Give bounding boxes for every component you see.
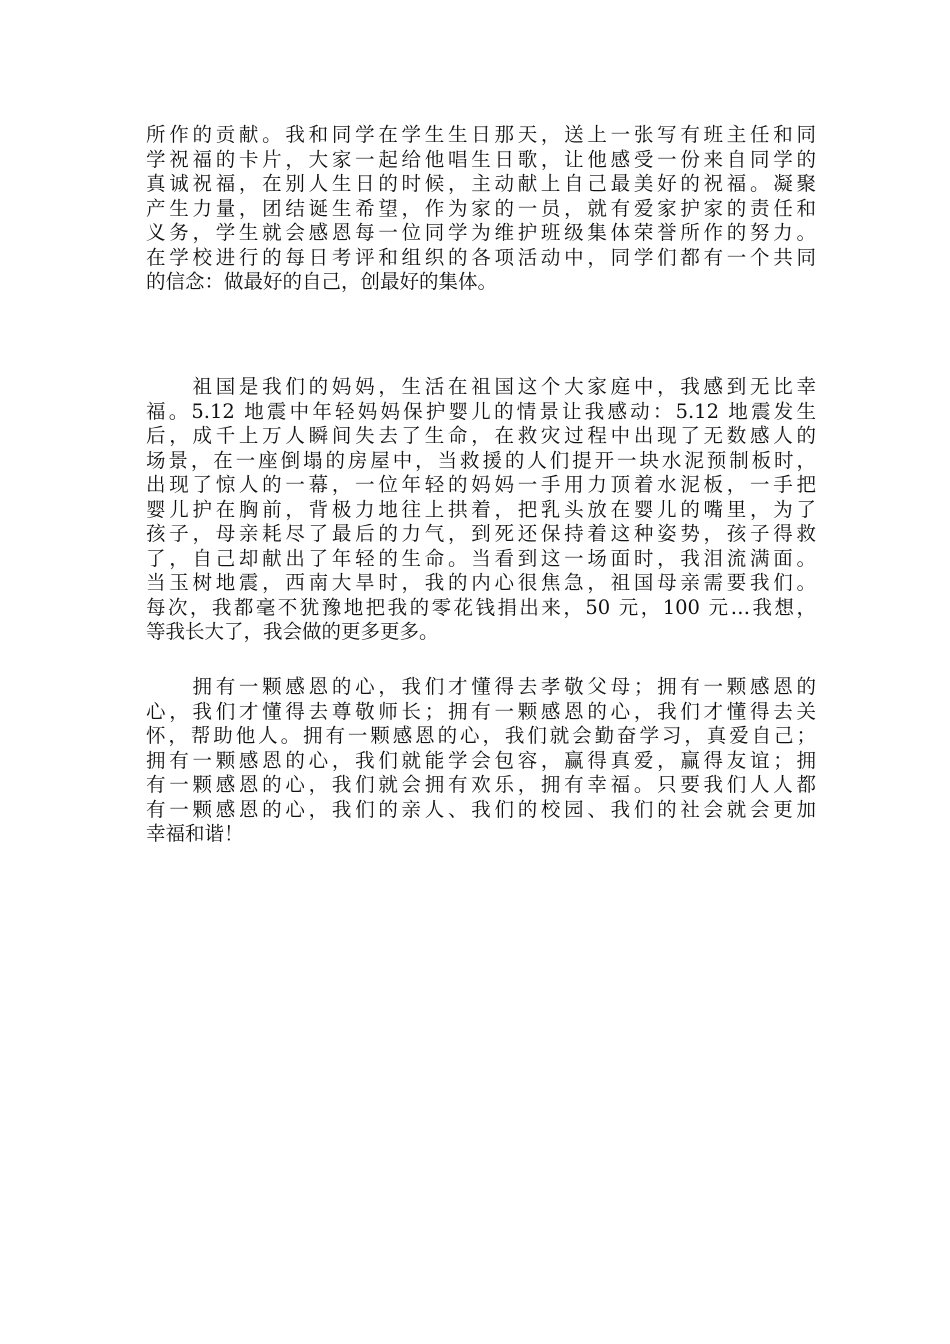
text-line: 出现了惊人的一幕，一位年轻的妈妈一手用力顶着水泥板，一手把 — [146, 473, 816, 496]
text-line: 拥有一颗感恩的心，我们才懂得去孝敬父母；拥有一颗感恩的 — [146, 675, 816, 698]
text-line: 所作的贡献。我和同学在学生生日那天，送上一张写有班主任和同 — [146, 123, 816, 146]
text-line: 在学校进行的每日考评和组织的各项活动中，同学们都有一个共同 — [146, 245, 816, 269]
text-line: 婴儿护在胸前，背极力地往上拱着，把乳头放在婴儿的嘴里，为了 — [146, 497, 816, 521]
text-line: 的信念：做最好的自己，创最好的集体。 — [146, 270, 498, 293]
text-line: 怀，帮助他人。拥有一颗感恩的心，我们就会勤奋学习，真爱自己； — [146, 724, 816, 747]
text-line: 每次，我都毫不犹豫地把我的零花钱捐出来，50 元，100 元…我想， — [146, 595, 816, 619]
text-line: 有一颗感恩的心，我们就会拥有欢乐，拥有幸福。只要我们人人都 — [146, 773, 816, 796]
text-line: 产生力量，团结诞生希望，作为家的一员，就有爱家护家的责任和 — [146, 196, 816, 220]
text-line: 后，成千上万人瞬间失去了生命，在救灾过程中出现了无数感人的 — [146, 424, 816, 447]
text-line: 真诚祝福，在别人生日的时候，主动献上自己最美好的祝福。凝聚 — [146, 172, 816, 195]
text-line: 等我长大了，我会做的更多更多。 — [146, 620, 439, 643]
text-line: 了，自己却献出了年轻的生命。当看到这一场面时，我泪流满面。 — [146, 546, 816, 570]
text-line: 学祝福的卡片，大家一起给他唱生日歌，让他感受一份来自同学的 — [146, 147, 816, 171]
text-line: 幸福和谐！ — [146, 822, 244, 845]
text-line: 拥有一颗感恩的心，我们就能学会包容，赢得真爱，赢得友谊；拥 — [146, 748, 816, 772]
text-line: 场景，在一座倒塌的房屋中，当救援的人们提开一块水泥预制板时， — [146, 448, 816, 472]
text-line: 当玉树地震，西南大旱时，我的内心很焦急，祖国母亲需要我们。 — [146, 571, 816, 594]
text-line: 孩子，母亲耗尽了最后的力气，到死还保持着这种姿势，孩子得救 — [146, 522, 816, 545]
paragraph-school-birthday — [146, 123, 816, 295]
text-line: 义务，学生就会感恩每一位同学为维护班级集体荣誉所作的努力。 — [146, 221, 816, 244]
text-line: 心，我们才懂得去尊敬师长；拥有一颗感恩的心，我们才懂得去关 — [146, 699, 816, 723]
text-line: 祖国是我们的妈妈，生活在祖国这个大家庭中，我感到无比幸 — [146, 375, 816, 398]
paragraph-motherland — [146, 375, 816, 645]
paragraph-grateful-heart — [146, 675, 816, 847]
text-line: 有一颗感恩的心，我们的亲人、我们的校园、我们的社会就会更加 — [146, 797, 816, 821]
text-line: 福。5.12 地震中年轻妈妈保护婴儿的情景让我感动：5.12 地震发生 — [146, 399, 816, 423]
